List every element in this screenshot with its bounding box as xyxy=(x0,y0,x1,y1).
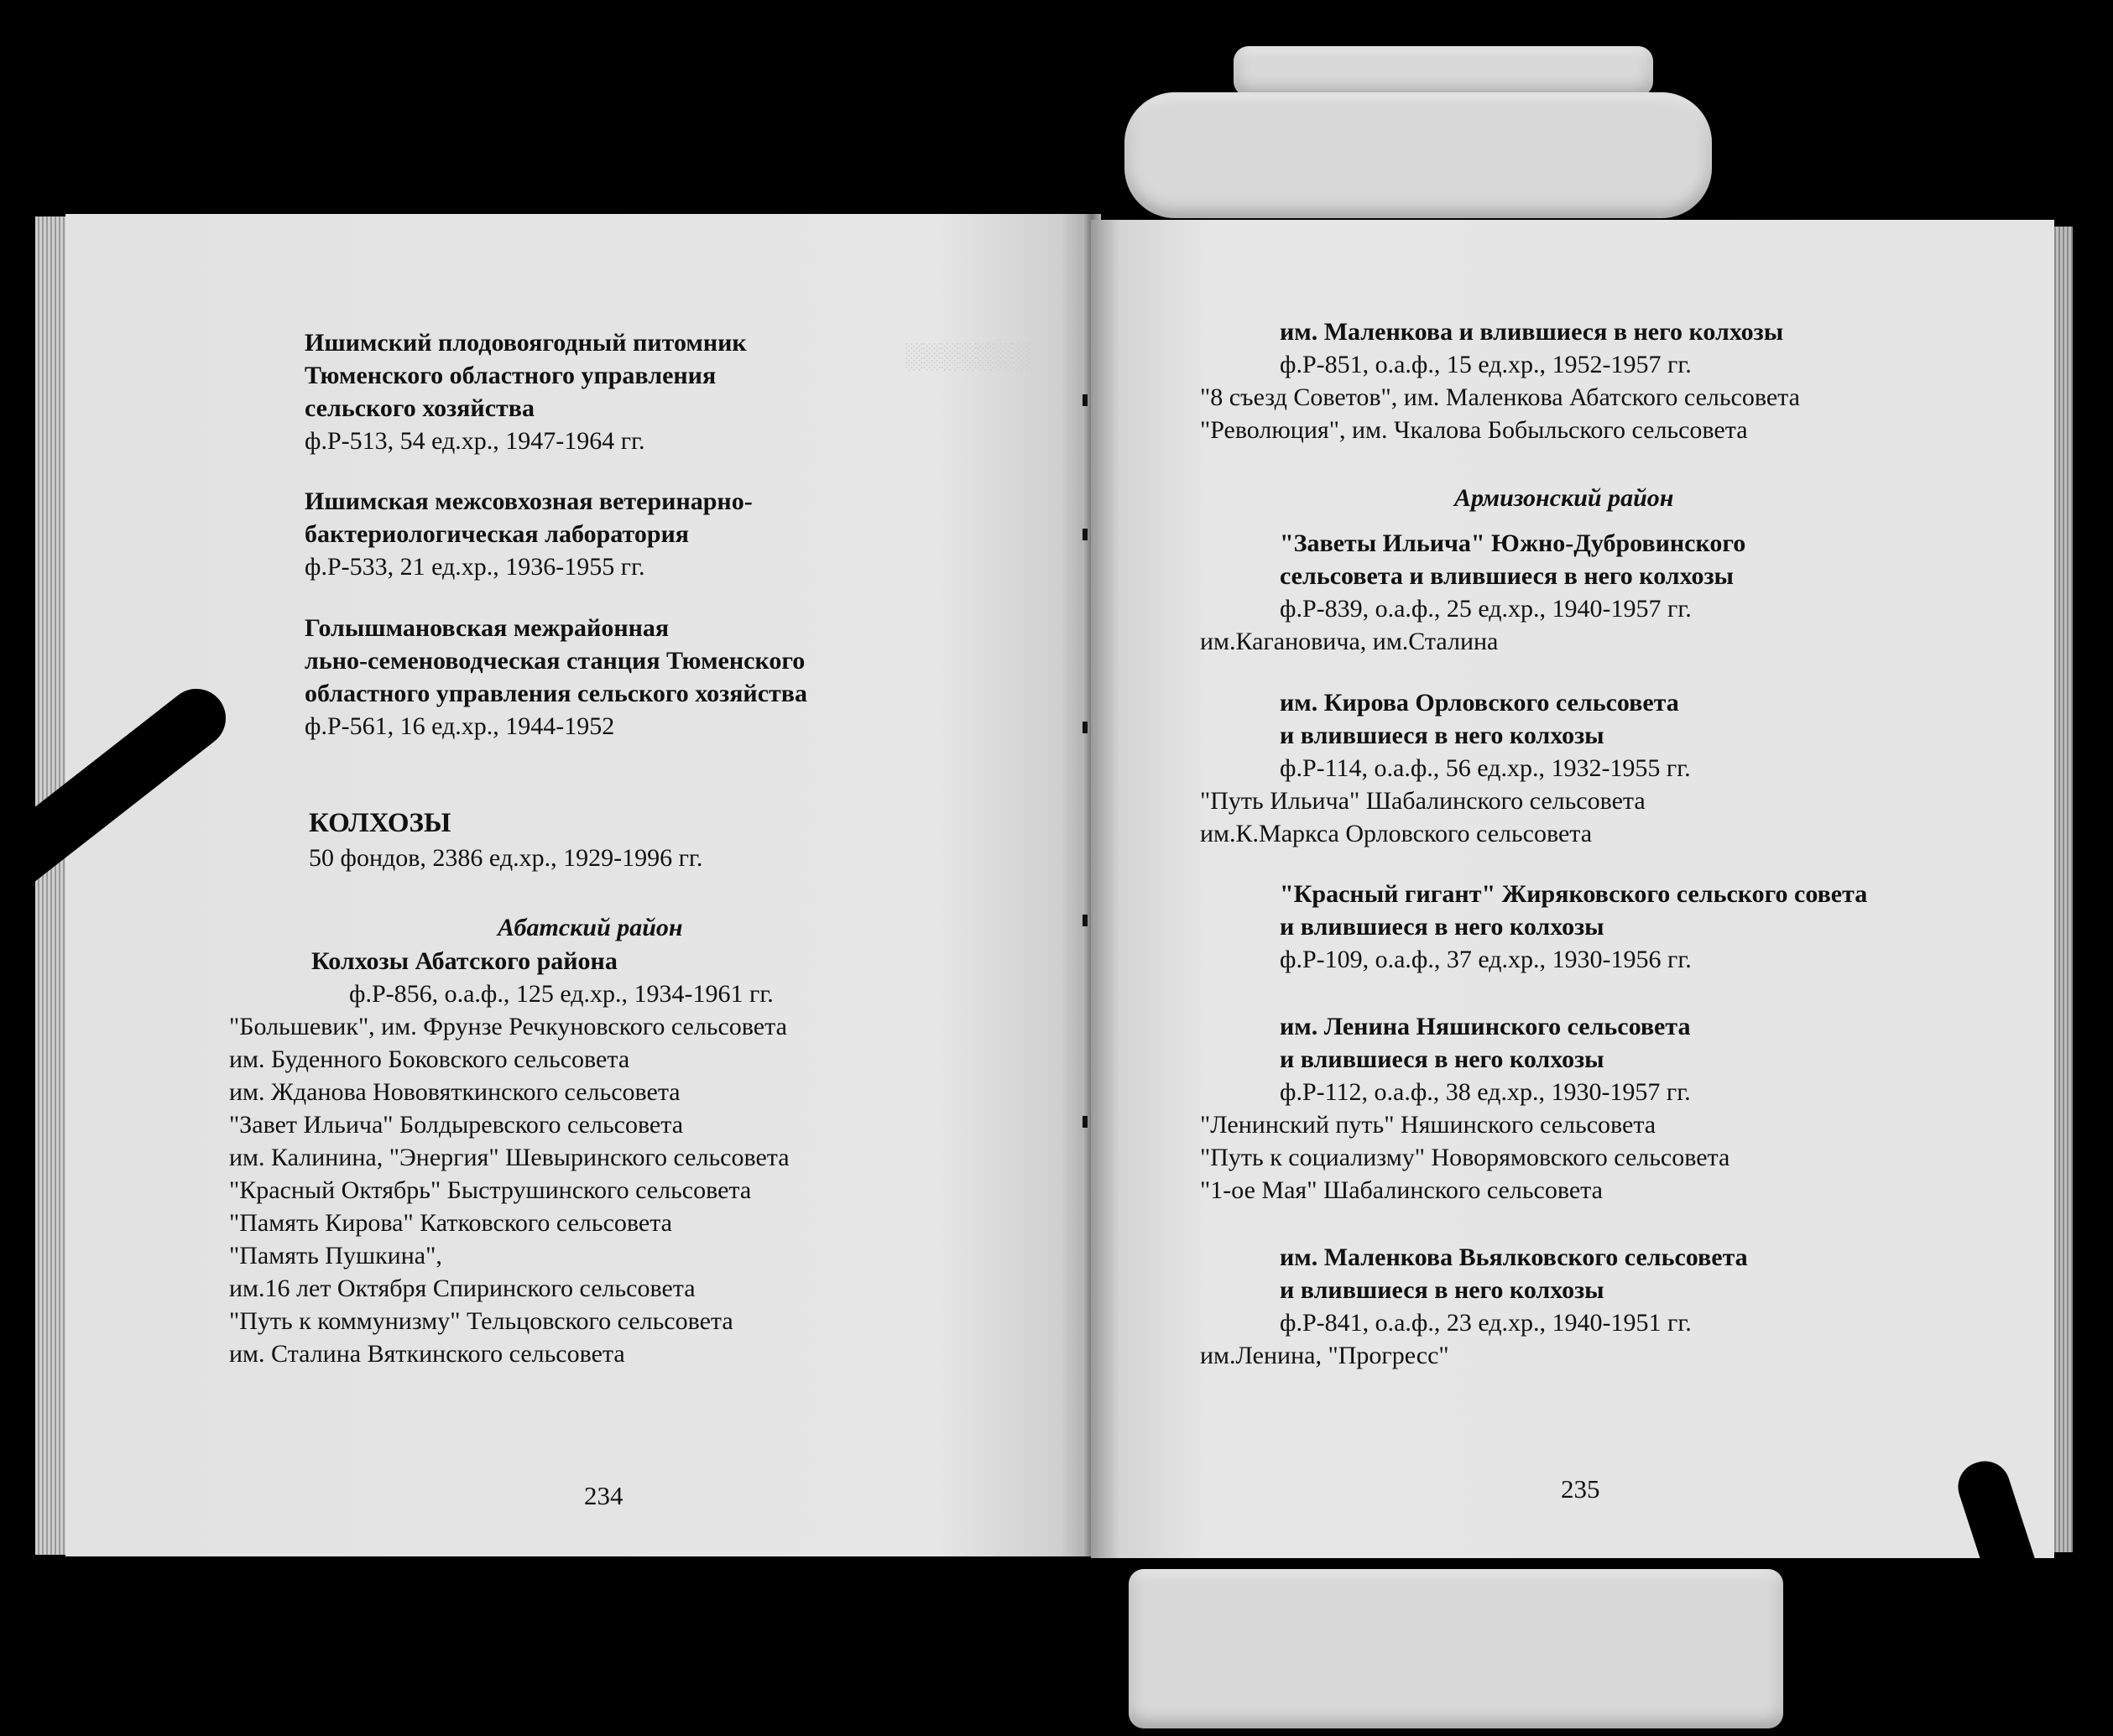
farm-line: "Красный Октябрь" Быструшинского сельсовета xyxy=(229,1176,752,1204)
district-heading: Армизонский район xyxy=(1454,484,1674,512)
left-page xyxy=(65,214,1091,1556)
entry-meta: ф.Р-561, 16 ед.хр., 1944-1952 xyxy=(305,712,615,740)
right-page xyxy=(1091,220,2054,1558)
farm-line: "Путь к коммунизму" Тельцовского сельсовета xyxy=(229,1307,733,1335)
binding-mark xyxy=(1083,394,1088,406)
page-edges-left xyxy=(35,216,69,1555)
farm-line: им.Ленина, "Прогресс" xyxy=(1200,1342,1449,1369)
farm-line: "1-ое Мая" Шабалинского сельсовета xyxy=(1200,1176,1603,1204)
binding-mark xyxy=(1083,915,1088,926)
entry-meta: ф.Р-114, о.а.ф., 56 ед.хр., 1932-1955 гг. xyxy=(1280,754,1691,782)
page-number: 234 xyxy=(584,1481,623,1510)
entry-title-line: бактериологическая лаборатория xyxy=(305,520,690,548)
farm-line: "Память Пушкина", xyxy=(229,1242,442,1269)
binding-mark xyxy=(1083,1116,1088,1128)
entry-title-line: Тюменского областного управления xyxy=(305,362,717,389)
section-meta: 50 фондов, 2386 ед.хр., 1929-1996 гг. xyxy=(309,844,703,872)
entry-title-line: областного управления сельского хозяйства xyxy=(305,680,807,707)
farm-line: "Память Кирова" Катковского сельсовета xyxy=(229,1209,672,1237)
entry-title-line: сельского хозяйства xyxy=(305,394,535,422)
book-weight-roll xyxy=(1124,92,1712,218)
entry-title-line: Голышмановская межрайонная xyxy=(305,614,670,642)
bleed-through-text: ░░░░░░░ xyxy=(905,342,1030,370)
entry-meta: ф.Р-841, о.а.ф., 23 ед.хр., 1940-1951 гг. xyxy=(1280,1309,1692,1337)
farm-line: "Путь к социализму" Новорямовского сельсовета xyxy=(1200,1144,1730,1171)
entry-title-line: Ишимский плодовоягодный питомник xyxy=(305,329,747,357)
farm-line: им.16 лет Октября Спиринского сельсовета xyxy=(229,1275,696,1302)
entry-title-line: им. Маленкова Вьялковского сельсовета xyxy=(1280,1243,1748,1271)
entry-title-line: им. Кирова Орловского сельсовета xyxy=(1280,689,1679,717)
farm-line: им.К.Маркса Орловского сельсовета xyxy=(1200,820,1593,847)
page-number: 235 xyxy=(1561,1474,1600,1504)
farm-line: "Большевик", им. Фрунзе Речкуновского сельсовета xyxy=(229,1013,787,1040)
entry-title-line: им. Ленина Няшинского сельсовета xyxy=(1280,1013,1691,1040)
farm-line: им. Жданова Нововяткинского сельсовета xyxy=(229,1078,681,1106)
book-weight-bottom xyxy=(1129,1569,1783,1728)
farm-line: им. Буденного Боковского сельсовета xyxy=(229,1045,630,1073)
entry-meta: ф.Р-109, о.а.ф., 37 ед.хр., 1930-1956 гг. xyxy=(1280,946,1692,973)
farm-line: им. Сталина Вяткинского сельсовета xyxy=(229,1340,625,1368)
entry-title-line: льно-семеноводческая станция Тюменского xyxy=(305,647,806,675)
entry-meta: ф.Р-839, о.а.ф., 25 ед.хр., 1940-1957 гг. xyxy=(1280,595,1692,623)
binding-mark xyxy=(1083,529,1088,540)
entry-meta: ф.Р-851, о.а.ф., 15 ед.хр., 1952-1957 гг. xyxy=(1280,351,1692,378)
page-edges-right xyxy=(2052,227,2073,1552)
entry-title-line: им. Маленкова и влившиеся в него колхозы xyxy=(1280,318,1784,346)
section-title: КОЛХОЗЫ xyxy=(309,808,451,838)
farm-line: им. Калинина, "Энергия" Шевыринского сельсовета xyxy=(229,1144,790,1171)
entry-title-line: Ишимская межсовхозная ветеринарно- xyxy=(305,487,753,515)
binding-mark xyxy=(1083,722,1088,733)
entry-meta: ф.Р-112, о.а.ф., 38 ед.хр., 1930-1957 гг. xyxy=(1280,1078,1691,1106)
entry-title-line: "Заветы Ильича" Южно-Дубровинского xyxy=(1280,529,1746,557)
farm-line: "8 съезд Советов", им. Маленкова Абатского сельсовета xyxy=(1200,383,1800,411)
entry-title-line: и влившиеся в него колхозы xyxy=(1280,913,1604,941)
entry-title-line: сельсовета и влившиеся в него колхозы xyxy=(1280,562,1734,590)
entry-title-line: и влившиеся в него колхозы xyxy=(1280,1045,1604,1073)
farm-line: "Путь Ильича" Шабалинского сельсовета xyxy=(1200,787,1646,815)
district-entry-meta: ф.Р-856, о.а.ф., 125 ед.хр., 1934-1961 гг. xyxy=(349,980,774,1008)
farm-line: им.Кагановича, им.Сталина xyxy=(1200,628,1499,655)
entry-title-line: и влившиеся в него колхозы xyxy=(1280,722,1604,749)
district-heading: Абатский район xyxy=(498,914,683,941)
entry-meta: ф.Р-533, 21 ед.хр., 1936-1955 гг. xyxy=(305,553,645,581)
district-entry-title: Колхозы Абатского района xyxy=(311,947,618,975)
book-weight-top xyxy=(1234,46,1653,96)
entry-title-line: "Красный гигант" Жиряковского сельского совета xyxy=(1280,880,1868,908)
farm-line: "Революция", им. Чкалова Бобыльского сельсовета xyxy=(1200,416,1748,444)
farm-line: "Ленинский путь" Няшинского сельсовета xyxy=(1200,1111,1656,1139)
farm-line: "Завет Ильича" Болдыревского сельсовета xyxy=(229,1111,684,1139)
entry-meta: ф.Р-513, 54 ед.хр., 1947-1964 гг. xyxy=(305,427,645,455)
entry-title-line: и влившиеся в него колхозы xyxy=(1280,1276,1604,1304)
